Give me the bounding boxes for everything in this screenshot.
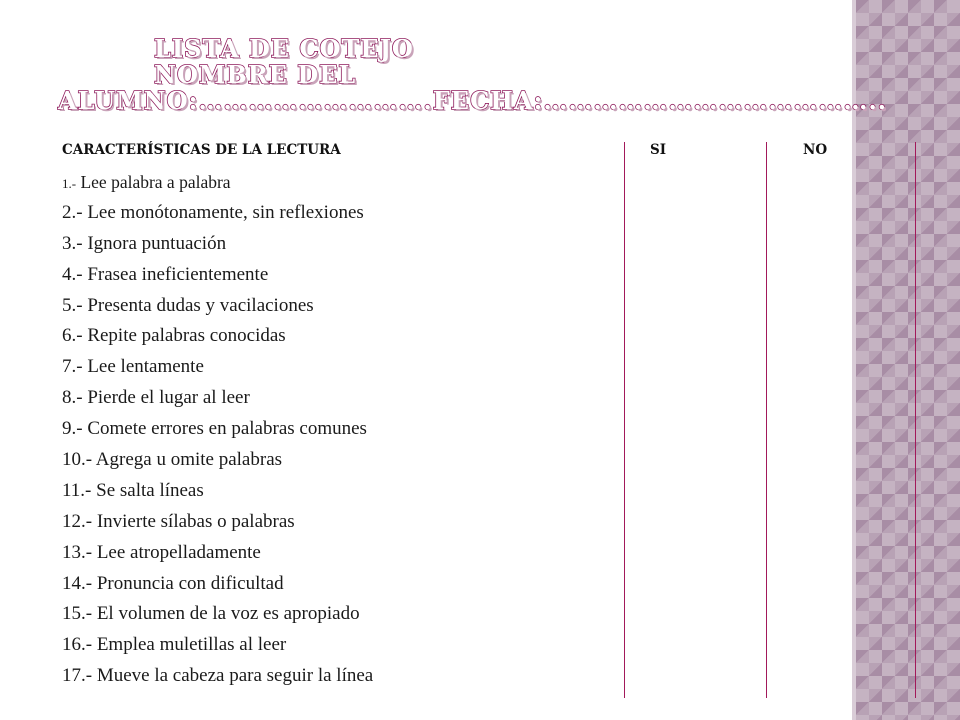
- checklist-item-number: 15.-: [62, 603, 93, 625]
- checklist-item-number: 8.-: [62, 387, 83, 409]
- title-line-1: LISTA DE COTEJO: [154, 34, 414, 63]
- checklist-item: [62, 538, 622, 569]
- checklist-item-text: Pierde el lugar al leer: [87, 387, 250, 409]
- title-line-2: NOMBRE DEL: [154, 60, 357, 89]
- checklist-item: [62, 291, 622, 322]
- checklist-item: [62, 321, 622, 352]
- checklist-item-text: Lee monótonamente, sin reflexiones: [87, 201, 364, 223]
- checklist-item-number: 1.-: [62, 176, 77, 191]
- checklist-item: [62, 229, 622, 260]
- checklist-item: [62, 630, 622, 661]
- checklist-item: [62, 599, 622, 630]
- checklist-item-text: Ignora puntuación: [87, 232, 227, 254]
- checklist-item-number: 13.-: [62, 541, 93, 563]
- column-header-no: NO: [803, 142, 828, 158]
- checklist-item-number: 9.-: [62, 418, 83, 440]
- checklist-item-number: 4.-: [62, 263, 83, 285]
- checklist-item-number: 2.-: [62, 201, 83, 223]
- checklist-item: [62, 167, 622, 198]
- checklist-item: [62, 507, 622, 538]
- checklist-item-text: Comete errores en palabras comunes: [87, 418, 367, 440]
- column-divider-end: [915, 142, 916, 698]
- checklist-item-number: 14.-: [62, 572, 93, 594]
- checklist-item: [62, 260, 622, 291]
- column-header-si: SI: [650, 142, 667, 158]
- checklist-item-text: Repite palabras conocidas: [87, 325, 286, 347]
- checklist-item-text: Lee atropelladamente: [96, 541, 261, 563]
- checklist-item: [62, 383, 622, 414]
- checklist-item-number: 5.-: [62, 294, 83, 316]
- title-line-3: ALUMNO:……………………….FECHA:…………………………………..: [58, 86, 888, 115]
- column-divider-si: [624, 142, 625, 698]
- checklist-item-text: Pronuncia con dificultad: [96, 572, 284, 594]
- checklist-item: [62, 414, 622, 445]
- checklist-item-text: Lee palabra a palabra: [80, 172, 231, 192]
- checklist-item-text: Se salta líneas: [96, 479, 204, 501]
- checklist-item-number: 16.-: [62, 634, 93, 656]
- checklist-item-text: Lee lentamente: [87, 356, 204, 378]
- column-header-characteristics: CARACTERÍSTICAS DE LA LECTURA: [62, 142, 341, 158]
- checklist-item: [62, 445, 622, 476]
- checklist-item-text: Emplea muletillas al leer: [96, 634, 287, 656]
- checklist-item-text: Agrega u omite palabras: [95, 449, 283, 471]
- checklist-item-number: 10.-: [62, 449, 93, 471]
- checklist-item-number: 3.-: [62, 232, 83, 254]
- checklist-item-text: Presenta dudas y vacilaciones: [87, 294, 314, 316]
- checklist-item-text: El volumen de la voz es apropiado: [96, 603, 360, 625]
- checklist-items: [62, 167, 622, 692]
- checklist-item: [62, 352, 622, 383]
- checklist-item-number: 17.-: [62, 665, 93, 687]
- column-divider-no: [766, 142, 767, 698]
- checklist-item-number: 7.-: [62, 356, 83, 378]
- checklist-item-text: Mueve la cabeza para seguir la línea: [96, 665, 374, 687]
- checklist-item: [62, 661, 622, 692]
- checklist-item: [62, 476, 622, 507]
- checklist-item-number: 11.-: [62, 479, 92, 501]
- checklist-item: [62, 569, 622, 600]
- checklist-item-text: Frasea ineficientemente: [87, 263, 269, 285]
- checklist-item-text: Invierte sílabas o palabras: [96, 510, 295, 532]
- checklist-item-number: 12.-: [62, 510, 93, 532]
- checklist-item-number: 6.-: [62, 325, 83, 347]
- checklist-item: [62, 198, 622, 229]
